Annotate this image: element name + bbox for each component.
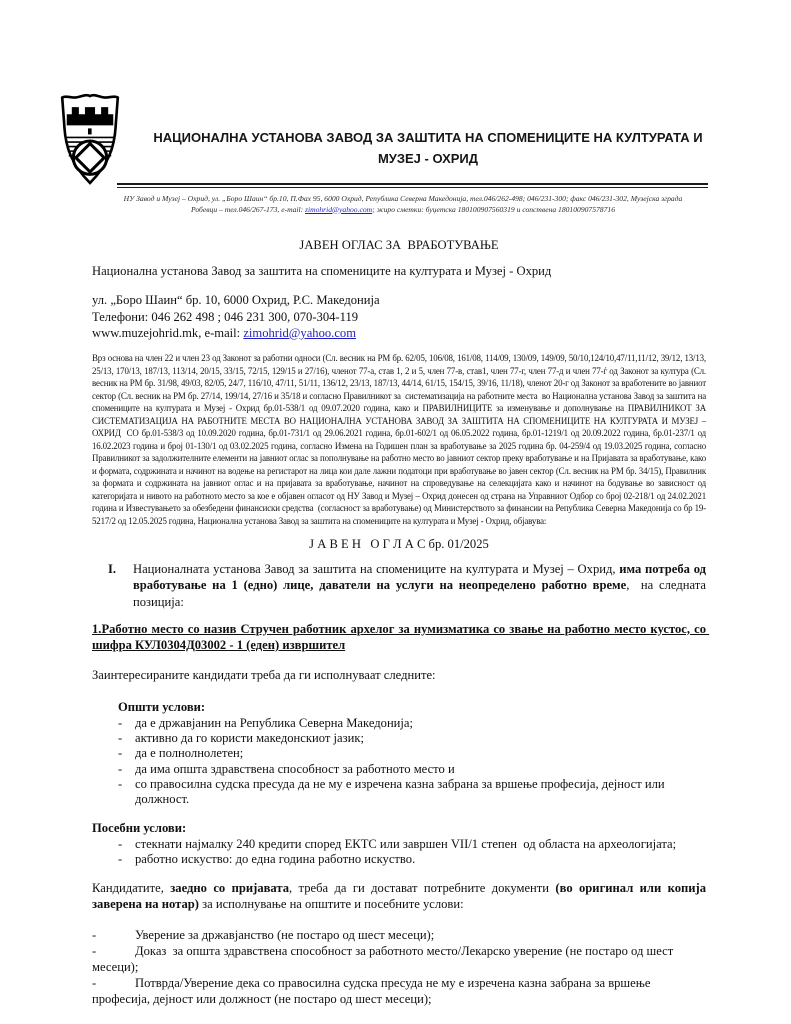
dash-bullet: - — [118, 730, 123, 745]
list-item — [92, 777, 706, 808]
list-item-text: да е државјанин на Република Северна Македонија; — [135, 715, 414, 730]
list-item — [92, 746, 706, 761]
general-conditions-title: Општи услови: — [118, 700, 206, 715]
cand-para-part: за исполнување на општите и посебните услови: — [198, 897, 464, 912]
body-email-link[interactable]: zimohrid@yahoo.com — [243, 325, 357, 340]
list-item — [92, 716, 706, 731]
list-item — [92, 943, 706, 975]
dash-bullet: - — [118, 836, 123, 851]
item-one-number: I. — [108, 562, 117, 577]
dash-bullet: - — [92, 976, 97, 991]
item-one-text-pre: Националната установа Завод за заштита на спомениците на културата и Музеј – Охрид, — [133, 562, 620, 577]
item-one-text-bold: има потреба од вработување на 1 (едно) лице, даватели на услуги на неопределено работно време — [133, 562, 710, 593]
list-item — [92, 731, 706, 746]
general-conditions-list — [92, 716, 706, 808]
dash-bullet: - — [118, 746, 123, 761]
dash-bullet: - — [118, 761, 123, 776]
dash-bullet: - — [118, 851, 123, 866]
contact-line2-post: ; жиро сметки: буџетска 180100907560319 и сопствена 180100907578716 — [372, 204, 615, 214]
oglas-number-title: Ј А В Е Н О Г Л А С бр. 01/2025 — [309, 537, 489, 552]
list-item — [92, 837, 706, 852]
address-block — [92, 292, 706, 341]
item-one-text-post: , на следната позиција: — [133, 578, 710, 609]
cand-para-part: , треба да ги достават потребните документи — [289, 881, 556, 896]
org-coat-of-arms-logo — [57, 92, 123, 187]
candidates-intro: Заинтересираните кандидати треба да ги исполнуваат следните: — [92, 668, 436, 683]
cand-para-part: Кандидатите, — [92, 881, 171, 896]
cand-para-part-bold: заедно со пријавата — [170, 881, 290, 896]
dash-bullet: - — [118, 715, 123, 730]
org-title-line2: МУЗЕЈ - ОХРИД — [377, 151, 479, 166]
list-item-text: активно да го користи македонскиот јазик; — [135, 730, 364, 745]
list-item — [92, 927, 706, 943]
documents-list — [92, 927, 706, 1008]
address-web-pre: www.muzejohrid.mk, e-mail: — [92, 325, 244, 340]
org-title — [148, 127, 708, 169]
org-title-line1: НАЦИОНАЛНА УСТАНОВА ЗАВОД ЗА ЗАШТИТА НА СПОМЕНИЦИТЕ НА КУЛТУРАТА И — [153, 130, 703, 145]
item-one-text — [133, 561, 710, 610]
special-conditions-list — [92, 837, 706, 868]
list-item-text: да е полнолнолетен; — [135, 746, 244, 761]
position-heading: 1.Работно место со назив Стручен работник архелог за нумизматика со звање на работно место кустос, со шифра КУЛ0304Д03002 - 1 (еден) извршител — [92, 621, 710, 653]
legal-basis-paragraph: Врз основа на член 22 и член 23 од Законот за работни односи (Сл. весник на РМ бр. 62/05, 106/08, 161/08, 114/09, 130/09, 149/09, 50/10,124/10,47/11,11/12, 39/12, 13/13, 25/13, 170/13, 187/13, 113/14, 20/15, 33/15, 72/15, 129/15 и 27/16), членот 77-а, став 1, 2 и 5, член 77-в, став1, член 77-г, член 77-д и член 77-ѓ од Законот за култура (Сл. весник на РМ бр. 31/98, 49/03, 82/05, 24/7, 116/10, 47/11, 51/11, 136/12, 23/13, 187/13, 44/14, 61/15, 154/15, 39/16, 11/18), членот 20-г од Законот за вработените во јавниот сектор (Сл. весник на РМ бр. 27/14, 199/14, 27/16 и 35/18 и согласно Правилникот за систематизација на работните места во Национална установа Завод за заштита на спомениците на културата и Музеј - Охрид бр.01-538/1 од 09.07.2020 година, како и ПРАВИЛНИЦИТЕ за изменување и дополнување на ПРАВИЛНИКОТ ЗА СИСТЕМАТИЗАЦИЈА НА РАБОТНИТЕ МЕСТА ВО НАЦИОНАЛНА УСТАНОВА ЗАВОД ЗА ЗАШТИТА НА СПОМЕНИЦИТЕ НА КУЛТУРАТА И МУЗЕЈ – ОХРИД СО бр.01-538/3 од 10.09.2020 година, бр.01-731/1 од 29.06.2021 година, бр.01-602/1 од 06.05.2022 година, бр.01-1219/1 од 20.09.2022 година, бр.01-237/1 од 16.02.2023 година и број 01-130/1 од 03.02.2025 година, согласно Измена на Годишен план за вработување за 2025 година бр. 04-259/4 од 19.03.2025 година, согласно Правилникот за задолжителните елементи на јавниот оглас за пополнување на работно место во јавниот сектор преку вработување и на Пријавата за вработување, како и формата, содржината и начинот на водење на регистарот на лица кои дале лажни податоци при вработување во јавен сектор (Сл. весник на РМ бр. 34/15), Правилник за формата и содржината на јавниот оглас и на пријавата за вработување, начинот на спроведување на селекцијата како и начинот на бодување во зависност од категоријата и нивото на работното место за кое е објавен огласот од НУ Завод и Музеј – Охрид донесен од страна на Управниот Одбор со број 02-218/1 од 24.02.2021 година и Известувањето за обезбедени финансиски средства (согласност за вработување) од Министерството за финансии на Република Северна Македонија со бр 19-5217/2 од 12.05.2025 година, Национална установа Завод за заштита на спомениците на културата и Музеј - Охрид, објавува: — [92, 353, 709, 526]
contact-email-link[interactable]: zimohrid@yahoo.com — [305, 204, 373, 214]
list-item-text: Уверение за државјанство (не постаро од шест месеци); — [135, 927, 435, 942]
header-contact-info — [93, 194, 713, 215]
dash-bullet: - — [92, 927, 97, 942]
org-name-line: Национална установа Завод за заштита на спомениците на културата и Музеј - Охрид — [92, 264, 552, 279]
announcement-heading: ЈАВЕН ОГЛАС ЗА ВРАБОТУВАЊЕ — [299, 238, 499, 252]
list-item — [92, 852, 706, 867]
cand-para-part-bold: (во оригинал или копија заверена на нотар) — [92, 881, 710, 912]
header-divider-rule — [117, 183, 708, 188]
list-item-text: стекнати најмалку 240 кредити според ЕКТС или завршен VII/1 степен од областа на археологијата; — [135, 836, 677, 851]
list-item-text: работно искуство: до една година работно искуство. — [135, 851, 416, 866]
address-web-line — [92, 325, 706, 341]
dash-bullet: - — [118, 776, 123, 791]
special-conditions-title: Посебни услови: — [92, 821, 187, 836]
item-one-paragraph — [92, 561, 710, 610]
document-body — [92, 237, 710, 1008]
candidates-documents-paragraph — [92, 880, 710, 912]
list-item-text: со правосилна судска пресуда да не му е изречена казна забрана за вршење професија, дејност или должност. — [135, 776, 668, 807]
dash-bullet: - — [92, 943, 97, 958]
contact-line2-pre: Робевци – тел.046/267-173, e-mail: — [190, 204, 306, 214]
list-item — [92, 762, 706, 777]
address-phones: Телефони: 046 262 498 ; 046 231 300, 070-304-119 — [92, 309, 359, 324]
list-item — [92, 975, 706, 1007]
list-item-text: да има општа здравствена способност за работното место и — [135, 761, 455, 776]
list-item-text: Потврда/Уверение дека со правосилна судска пресуда не му е изречена казна забрана за вршење професија, дејност или должност (не постаро од шест месеци); — [92, 976, 654, 1007]
address-street: ул. „Боро Шаин“ бр. 10, 6000 Охрид, Р.С. Македонија — [92, 293, 380, 308]
list-item-text: Доказ за општа здравствена способност за работното место/Лекарско уверение (не постаро од шест месеци); — [92, 943, 677, 975]
contact-line1: НУ Завод и Музеј – Охрид, ул. „Боро Шаин“ бр.10, П.Фах 95, 6000 Охрид, Република Северна Македонија, тел.046/262-498; 046/231-300; факс 046/231-302, Музејска зграда — [123, 194, 683, 203]
